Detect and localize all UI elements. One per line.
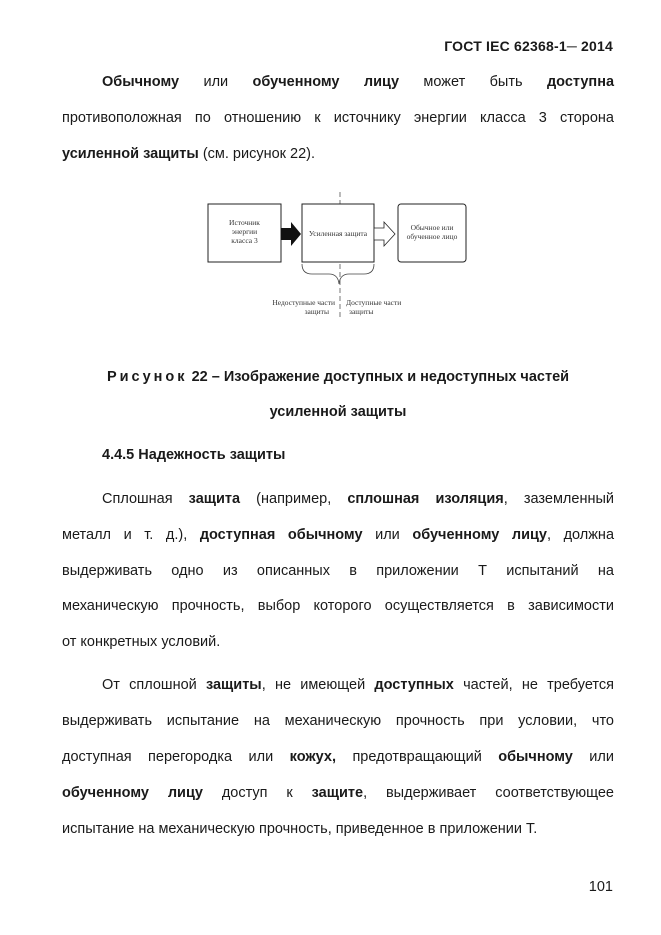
term-accessible: доступна: [546, 74, 615, 90]
figure-caption: Рисунок 22 – Изображение доступных и недоступных частей: [106, 369, 570, 385]
para3-line2: выдерживать испытание на механическую прочность при условии, что: [62, 713, 614, 729]
para2-line1: Сплошная защита (например, сплошная изоляция, заземленный: [102, 491, 614, 507]
solid-arrow-icon: [281, 222, 301, 246]
energy-source-label-2: энергии: [231, 227, 258, 236]
energy-source-label-3: класса 3: [231, 236, 258, 245]
term-person: лицу: [363, 74, 400, 90]
para1-line2: противоположная по отношению к источнику энергии класса 3 сторона: [62, 110, 614, 126]
hollow-arrow-icon: [374, 222, 395, 246]
inaccessible-label-1: Недоступные части: [272, 298, 335, 307]
page-number: 101: [588, 879, 613, 895]
reinforced-safeguard-label: Усиленная защита: [308, 229, 368, 238]
para1-line1: Обычному или обученному лицу может быть доступна: [102, 74, 615, 90]
para2-line2: металл и т. д.), доступная обычному или обученному лицу, должна: [62, 527, 615, 543]
para3-line1: От сплошной защиты, не имеющей доступных частей, не требуется: [102, 677, 614, 693]
term-ordinary: Обычному: [102, 74, 180, 90]
para3-line5: испытание на механическую прочность, приведенное в приложении Т.: [62, 821, 538, 837]
term-trained: обученному: [252, 74, 340, 90]
para2-line3: выдерживать одно из описанных в приложении Т испытаний на: [62, 563, 614, 579]
brace-icon: [302, 264, 374, 284]
inaccessible-label-2: защиты: [304, 307, 329, 316]
para2-line5: от конкретных условий.: [62, 634, 221, 650]
section-heading: 4.4.5 Надежность защиты: [102, 447, 286, 463]
para2-line4: механическую прочность, выбор которого осуществляется в зависимости: [62, 598, 614, 614]
para3-line3: доступная перегородка или кожух, предотвращающий обычному или: [62, 749, 614, 765]
accessible-label-1: Доступные части: [346, 298, 402, 307]
document-header: ГОСТ IEC 62368-1─ 2014: [444, 38, 613, 54]
para3-line4: обученному лицу доступ к защите, выдерживает соответствующее: [62, 785, 614, 801]
para1-line3: усиленной защиты (см. рисунок 22).: [62, 146, 316, 162]
person-label-1: Обычное или: [410, 223, 454, 232]
person-label-2: обученное лицо: [406, 232, 458, 241]
caption-prefix: Рисунок: [106, 369, 188, 385]
accessible-label-2: защиты: [349, 307, 374, 316]
figure-22-diagram: [205, 190, 475, 322]
figure-caption-line2: усиленной защиты: [269, 404, 407, 420]
energy-source-label-1: Источник: [229, 218, 260, 227]
